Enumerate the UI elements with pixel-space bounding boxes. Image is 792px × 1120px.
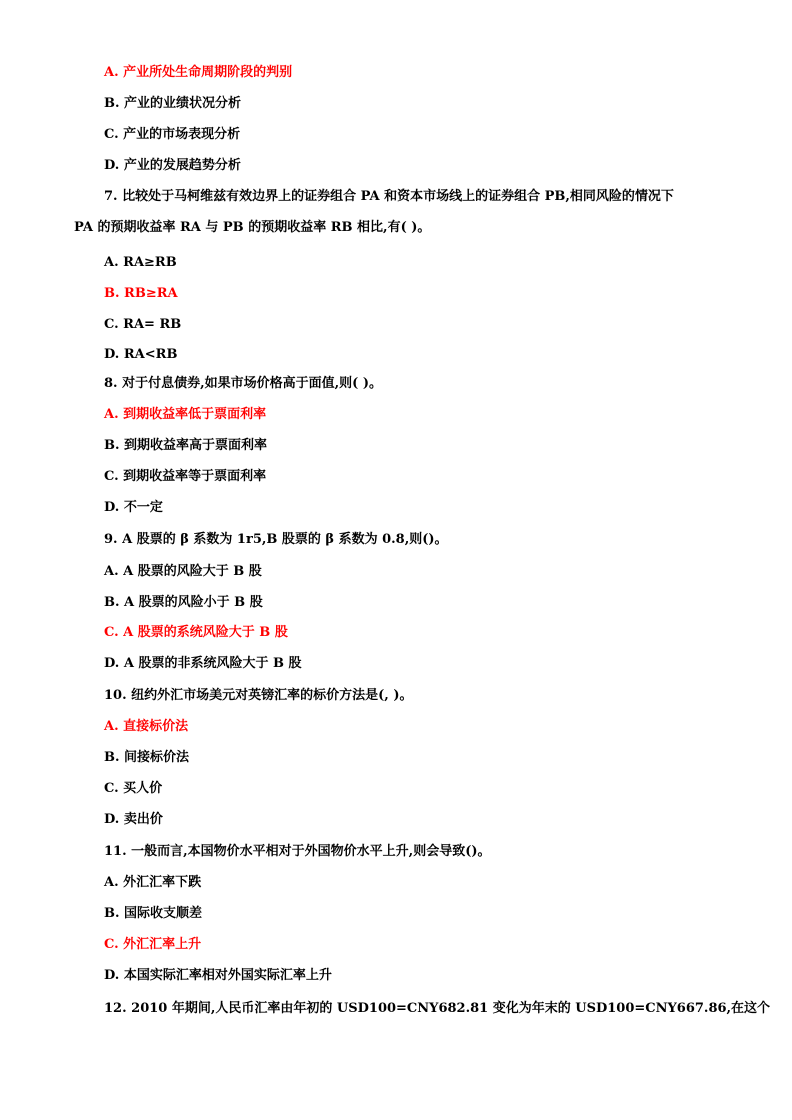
question-7: 7. 比较处于马柯维兹有效边界上的证券组合 PA 和资本市场线上的证券组合 PB,相同风险的情况下 [104,189,674,204]
option-d-q9: D. A 股票的非系统风险大于 B 股 [104,656,302,671]
option-d-q6: D. 产业的发展趋势分析 [104,158,241,173]
option-d-q11: D. 本国实际汇率相对外国实际汇率上升 [104,968,332,983]
option-d-q8: D. 不一定 [104,500,163,515]
question-8: 8. 对于付息债券,如果市场价格高于面值,则( )。 [104,376,382,391]
option-a-q11: A. 外汇汇率下跌 [104,875,202,890]
option-c-q8: C. 到期收益率等于票面利率 [104,469,267,484]
question-11: 11. 一般而言,本国物价水平相对于外国物价水平上升,则会导致()。 [104,844,491,859]
question-12: 12. 2010 年期间,人民币汇率由年初的 USD100=CNY682.81 变化为年末的 USD100=CNY667.86,在这个 [104,1001,771,1016]
question-9: 9. A 股票的 β 系数为 1r5,B 股票的 β 系数为 0.8,则()。 [104,532,448,547]
question-7-continued: PA 的预期收益率 RA 与 PB 的预期收益率 RB 相比,有( )。 [74,220,431,235]
option-c-q6: C. 产业的市场表现分析 [104,127,241,142]
option-a-q7: A. RA≥RB [104,255,177,270]
option-d-q10: D. 卖出价 [104,812,163,827]
option-a-q6: A. 产业所处生命周期阶段的判别 [104,65,293,80]
option-a-q10: A. 直接标价法 [104,719,189,734]
option-d-q7: D. RA<RB [104,347,178,362]
option-b-q10: B. 间接标价法 [104,750,190,765]
option-a-q9: A. A 股票的风险大于 B 股 [104,564,262,579]
option-b-q8: B. 到期收益率高于票面利率 [104,438,268,453]
option-b-q11: B. 国际收支顺差 [104,906,203,921]
option-a-q8: A. 到期收益率低于票面利率 [104,407,267,422]
option-b-q7: B. RB≥RA [104,286,178,301]
option-b-q6: B. 产业的业绩状况分析 [104,96,242,111]
question-10: 10. 纽约外汇市场美元对英镑汇率的标价方法是(, )。 [104,688,413,703]
option-c-q9: C. A 股票的系统风险大于 B 股 [104,625,288,640]
option-c-q7: C. RA= RB [104,317,182,332]
option-b-q9: B. A 股票的风险小于 B 股 [104,595,263,610]
option-c-q11: C. 外汇汇率上升 [104,937,202,952]
option-c-q10: C. 买人价 [104,781,163,796]
